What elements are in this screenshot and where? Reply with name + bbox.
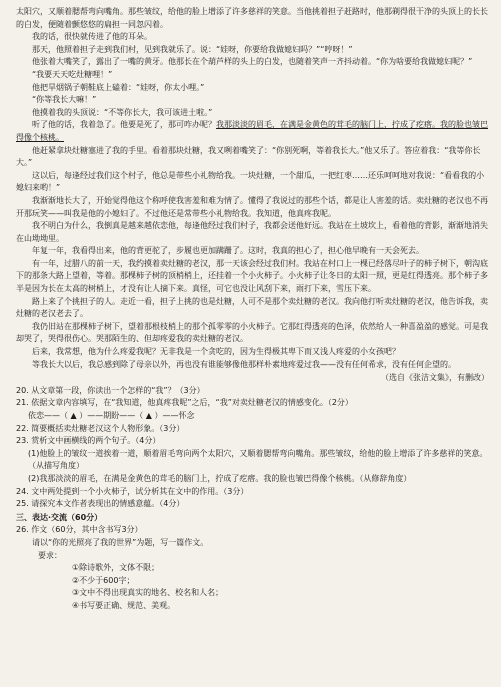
essay-task-title: 26. 作文（60分，其中含书写3分） — [16, 525, 143, 535]
question-23: 23. 赏析文中画横线的两个句子。（4分） — [16, 436, 161, 446]
writing-section — [16, 512, 489, 613]
passage-paragraph-underlined: 听了他的话，我着急了。他要是死了，那可咋办呢？我那淡淡的眉毛，在满是金黄色的茸毛的脑门上，拧成了疙瘩。我的脸也皱巴得像个核桃。 — [16, 120, 488, 142]
question-21-blank-line: 依恋——（ ▲ ）——期盼——（ ▲ ）——怀念 — [28, 411, 195, 420]
requirements-label: 要求： — [38, 550, 62, 560]
passage-paragraph: 年复一年，我看得出来，他的背更驼了，步履也更加蹒跚了。这时，我真的担心了，担心他早晚有一天会死去。 — [32, 246, 424, 256]
passage-paragraph: 路上来了个挑担子的人。走近一看，担子上挑的也是灶糖，人可不是那个卖灶糖的老汉。我向他打听卖灶糖的老汉，他告诉我，卖灶糖的老汉老去了。 — [16, 296, 488, 319]
requirement-item: ③文中不得出现真实的地名、校名和人名； — [72, 588, 224, 598]
passage-paragraph: 后来，我常想，他为什么疼爱我呢？无非我是一个贪吃的，因为生得极其卑下而又浅人疼爱的小女孩吧？ — [32, 347, 400, 357]
passage-paragraph: 那天，他照着担子走到我们村，见到我就乐了。说：“娃呀，你要给我做媳妇吗？”“哼呀！” — [32, 44, 353, 54]
passage-paragraph: 太阳穴，又顺着腮帮弯向嘴角。那些皱纹，给他的脸上增添了许多慈祥的笑意。当他挑着担子赶路时，他那剃得很干净的头顶上的长长的白发，便随着颤悠悠的扁担一同忽闪着。 — [16, 7, 488, 29]
passage-paragraph: “我要天天吃灶糖哩！” — [32, 69, 113, 79]
passage-paragraph: “你等我长大嘛！” — [32, 95, 97, 105]
passage-paragraph: 他摸着我的头顶说：“不等你长大，我可该进土啦。” — [32, 107, 213, 117]
question-24: 24. 文中两处提到一个小火柿子，试分析其在文中的作用。（3分） — [16, 486, 249, 496]
passage-paragraph: 我渐渐地长大了，开始觉得他这个称呼使我害羞和难为情了。懂得了我说过的那些个话，都是让人害羞的话。卖灶糖的老汉也不再开那玩笑——叫我是他的小媳妇了。不过他还是常带些小礼物给我。我知道，他真疼我呢。 — [16, 195, 488, 218]
passage-paragraph: 等我长大以后，我总感到除了母亲以外，再也没有谁能够像他那样朴素地疼爱过我——没有任何希求，没有任何企望的。 — [32, 359, 456, 369]
passage-paragraph: 他把旱烟锅子朝鞋底上磕着：“娃呀，你太小哩。” — [32, 82, 205, 92]
section-heading: 三、表达·交流（60分） — [16, 512, 103, 522]
question-23-part-1: (1)他脸上的皱纹一道挨着一道，顺着眉毛弯向两个太阳穴，又顺着腮帮弯向嘴角。那些皱纹，给他的脸上增添了许多慈祥的笑意。（从描写角度） — [28, 448, 488, 471]
question-25: 25. 请探究本文作者表现出的情感意蕴。（4分） — [16, 499, 185, 509]
requirement-item: ①除诗歌外，文体不限； — [72, 563, 160, 573]
passage-source: （选自《张洁文集》，有删改） — [381, 373, 489, 383]
passage-paragraph: 这以后，每逢经过我们这个村子，他总是带些小礼物给我。一块灶糖，一个甜瓜，一把红枣……还乐呵呵地对我说：“看看我的小媳妇来哟！” — [16, 170, 485, 193]
passage-paragraph: 他张着大嘴笑了，露出了一嘴的黄牙。他那长在个葫芦样的头上的白发，也随着笑声一齐抖动着。“你为啥要给我做媳妇呢？” — [32, 57, 473, 67]
question-20: 20. 从文章第一段，你读出一个怎样的“我”？（3分） — [16, 385, 205, 395]
requirement-item: ④书写要正确、规范、美观。 — [72, 600, 176, 610]
question-23-part-2: (2)我那淡淡的眉毛，在满是金黄色的茸毛的脑门上，拧成了疙瘩。我的脸也皱巴得像个核桃。（从修辞角度） — [28, 473, 412, 483]
passage-paragraph: 我的话，很快就传进了他的耳朵。 — [32, 32, 152, 42]
requirement-item: ②不少于600字； — [72, 575, 135, 585]
passage-paragraph: 他赶紧拿块灶糖塞进了我的手里。看着那块灶糖，我又咧着嘴笑了：“你别死啊，等着我长大。”他又乐了。答应着我：“我等你长大。” — [16, 145, 481, 168]
question-21: 21. 依据文章内容填写，在“我知道，他真疼我呢”之后，“我”对卖灶糖老汉的情感变化。（2分） — [16, 398, 353, 408]
passage-paragraph: 我不明白为什么，我倒真是越来越依恋他，每逢他经过我们村子，我都会送他好远。我站在土坡坎上，看着他的背影，渐渐地消失在山坳坳里。 — [16, 221, 488, 243]
passage-paragraph: 我仍旧站在那棵柿子树下，望着那根枝梢上的那个孤零零的小火柿子。它那红得透亮的色泽，依然给人一种喜盈盈的感觉。可是我却哭了，哭得很伤心。哭那陌生的、但却疼爱我的卖灶糖的老汉。 — [16, 321, 488, 344]
question-list — [16, 385, 489, 511]
underlined-sentence: 我那淡淡的眉毛，在满是金黄色的茸毛的脑门上，拧成了疙瘩。我的脸也皱巴得像个核桃。 — [16, 120, 488, 142]
question-22: 22. 简要概括卖灶糖老汉这个人物形象。（3分） — [16, 423, 185, 433]
passage — [16, 6, 489, 385]
essay-prompt: 请以“你的光照亮了我的世界”为题，写一篇作文。 — [32, 537, 209, 547]
passage-paragraph: 有一年，过腊八的前一天，我约摸着卖灶糖的老汉，那一天该会经过我们村。我站在村口上一棵已经落尽叶子的柿子树下，朝沟底下的那条大路上望着，等着。那棵柿子树的顶梢梢上，还挂着一个小火柿子。小火柿子让冬日的太阳一照，更是红得透亮。那个柿子多半是因为长在太高的树梢上，才没有让人摘下来。真怪，可它也没让风刮下来，雨打下来，雪压下来。 — [16, 258, 488, 294]
